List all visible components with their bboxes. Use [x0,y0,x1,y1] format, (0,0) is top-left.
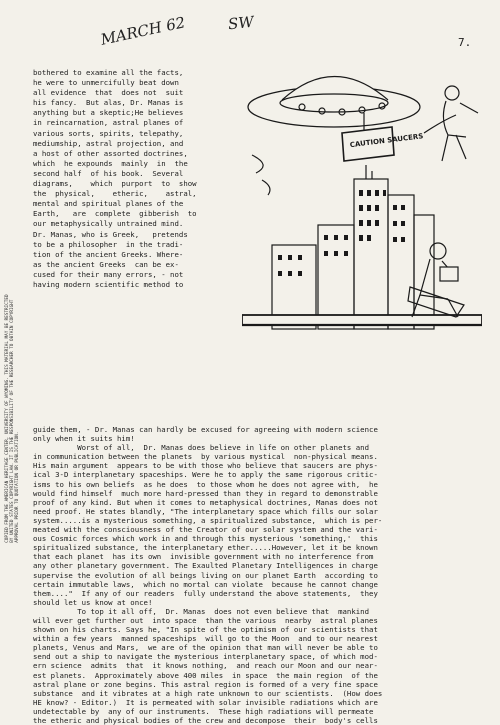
column-text-line: diagrams, which purport to show [33,179,197,189]
body-text-line: HE know? - Editor.) It is permeated with solar invisible radiations which are [33,697,378,707]
column-text-line: he were to unmercifully beat down [33,78,179,88]
body-text-line: To top it all off, Dr. Manas does not even believe that mankind [33,606,370,616]
column-text-line: all evidence that does not suit [33,88,184,98]
column-text-line: Dr. Manas, who is Greek, pretends [33,229,188,239]
handwritten-date: MARCH 62 [99,13,187,49]
column-text-line: second half of his book. Several [33,168,184,178]
body-text-line: isms to his own beliefs as he does to those whom he does not agree with, he [33,479,378,489]
body-text-line: in communication between the planets by various mystical non-physical means. [33,452,378,462]
body-text-line: est planets. Approximately above 400 miles in space the main region of the [33,670,378,680]
body-text-line: send out a ship to navigate the mysterious interplanetary space, of which mod- [33,652,378,662]
body-text-line: ous Cosmic forces which work in and through this mysterious 'something,' this [33,534,378,544]
column-text-line: tion of the ancient Greeks. Where- [33,249,184,259]
body-text-line: within a few years manned spaceships will go to the Moon and to our nearest [33,634,378,644]
building-windows [278,190,405,276]
page-number: 7. [458,36,472,49]
cartoon-illustration [242,55,482,367]
body-text-line: ical 3-D interplanetary spaceships. Were he to apply the same rigorous critic- [33,470,378,480]
body-text-line: guide them, - Dr. Manas can hardly be excused for agreeing with modern science [33,425,378,434]
column-text-line: the physical, etheric, astral, [33,189,197,199]
column-text-line: bothered to examine all the facts, [33,68,184,77]
body-text-line: should let us know at once! [33,597,153,607]
body-text-line: substance and it vibrates at a high rate unknown to our scientists. (How does [33,688,383,698]
body-text-line: undetectable by any of our instruments. These high radiations will permeate [33,706,374,716]
body-text-line: need proof. He states blandly, "The interplanetary space which fills our solar [33,506,378,516]
column-text-line: various sorts, spirits, telepathy, [33,128,184,138]
column-text-line: which he expounds mainly in the [33,158,188,168]
left-column-text [33,68,245,290]
body-text-line: His main argument appears to be with those who believe that saucers are phys- [33,461,378,471]
body-text-line: astral plane or zone begins. This astral region is formed of a very fine space [33,679,378,689]
column-text-line: mental and spiritual planes of the [33,199,184,209]
column-text-line: a host of other assorted doctrines, [33,148,188,158]
body-text-line: spiritualized substance, the interplanetary ether.....However, let it be known [33,543,378,553]
column-text-line: in reincarnation, astral planes of [33,118,184,128]
body-text-line: planets, Venus and Mars, we are of the opinion that man will never be able to [33,643,378,653]
body-text-line: would find himself much more hard-pressed than they in regard to demonstrable [33,488,378,498]
column-text-line: mediumship, astral projection, and [33,138,184,148]
body-text-line: shown on his charts. Says he, "In spite of the optimism of our scientists that [33,625,378,635]
skyscraper [354,179,388,329]
body-text-line: them...." If any of our readers fully understand the above statements, they [33,588,378,598]
body-text-line: certain immutable laws, which no mortal can violate because he cannot change [33,579,378,589]
body-text-line: any other planetary government. The Exaulted Planetary Intelligences in charge [33,561,378,571]
column-text-line: our metaphysically untrained mind. [33,219,184,229]
body-text-line: ern science admits that it knows nothing, and reach our Moon and our near- [33,661,378,671]
caution-sign-text: CAUTION SAUCERS [349,132,424,150]
handwritten-initials: SW [227,12,255,34]
body-text-line: meated with the consciousness of the Creator of our solar system and the vari- [33,525,378,535]
body-text-line: proof of any kind. But when it comes to metaphysical doctrines, Manas does not [33,497,378,507]
copyright-notice: COPIED FROM THE AMERICAN HERITAGE CENTER, UNIVERSITY OF WYOMING. THIS MATERIAL MAY BE RESTRICTED BY UNITED STATES COPYRIGHT LAW. IT IS THE RESPONSIBILITY OF THE RESEARCHER TO OBTAIN COPYRIGHT APPROVAL PRIOR TO QUOTATION OR PUBLICATION. [5,294,21,543]
column-text-line: as the ancient Greeks can be ex- [33,259,179,269]
column-text-line: his fancy. But alas, Dr. Manas is [33,98,184,108]
body-text-line: the etheric and physical bodies of the crew and decompose their body's cells [33,716,378,725]
column-text-line: cused for their many errors, - not [33,269,184,279]
body-text-line: will ever get further out into space than the various nearby astral planes [33,615,378,625]
body-text-line: system.....is a mysterious something, a spiritualized substance, which is per- [33,515,383,525]
body-text-line: supervise the evolution of all beings living on our planet Earth according to [33,570,378,580]
column-text-line: anything but a skeptic;He believes [33,108,184,118]
body-text-line: Worst of all, Dr. Manas does believe in life on other planets and [33,443,370,453]
column-text-line: to be a philosopher in the tradi- [33,239,184,249]
body-text-line: only when it suits him! [33,434,135,444]
column-text-line: Earth, are complete gibberish to [33,209,197,219]
body-text-line: that each planet has its own invisible government with no interference from [33,552,374,562]
column-text-line: having modern scientific method to [33,279,184,289]
full-width-text [33,425,473,725]
